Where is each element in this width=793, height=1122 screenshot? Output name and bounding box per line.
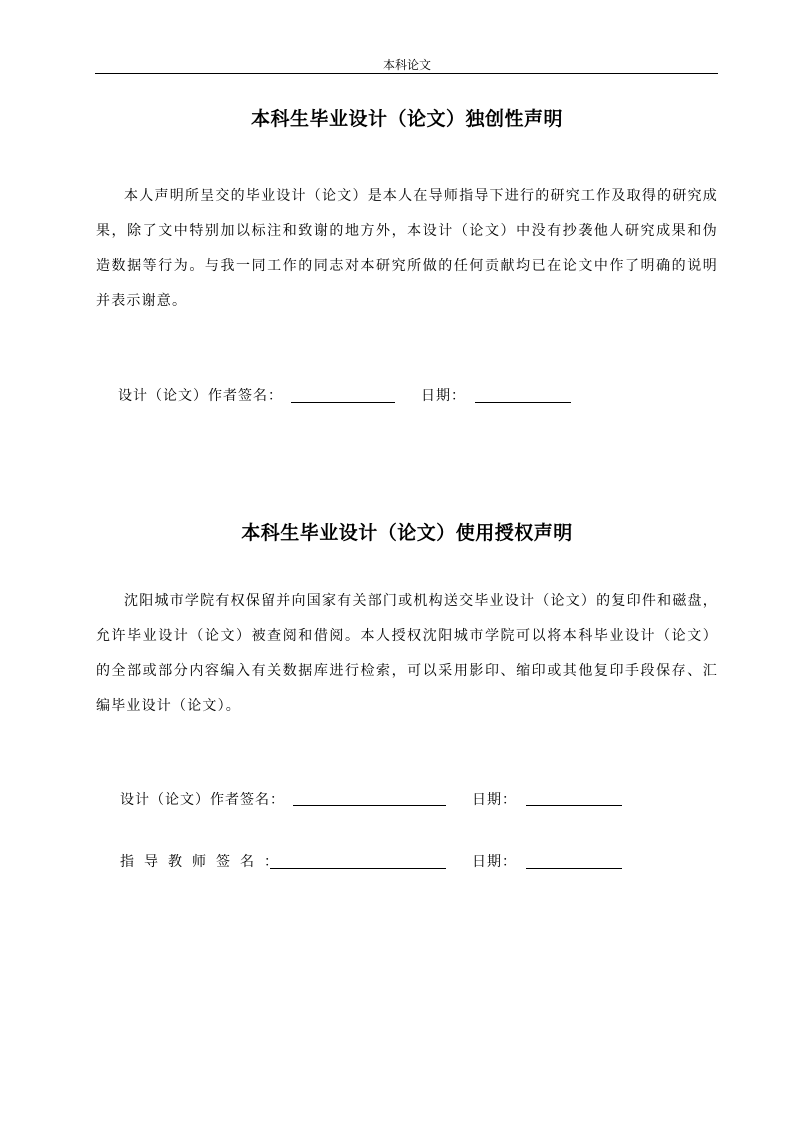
originality-statement-title: 本科生毕业设计（论文）独创性声明 (250, 108, 563, 130)
advisor-signature-field[interactable] (270, 868, 446, 869)
advisor-date-label: 日期： (472, 854, 517, 870)
date-field[interactable] (475, 402, 571, 403)
authorization-statement-body: 沈阳城市学院有权保留并向国家有关部门或机构送交毕业设计（论文）的复印件和磁盘，允许毕业设计（论文）被查阅和借阅。本人授权沈阳城市学院可以将本科毕业设计（论文）的全部或部分内容编入有关数据库进行检索，可以采用影印、缩印或其他复印手段保存、汇编毕业设计（论文）。 (96, 593, 718, 714)
author-date-label: 日期： (472, 792, 517, 808)
date-label: 日期： (421, 388, 466, 404)
author-signature-field[interactable] (293, 805, 446, 806)
author-date-field[interactable] (526, 805, 622, 806)
author-signature-field[interactable] (291, 402, 395, 403)
advisor-signature-label: 指导教师签名： (120, 854, 288, 870)
author-signature-label: 设计（论文）作者签名： (118, 388, 283, 404)
originality-statement-body: 本人声明所呈交的毕业设计（论文）是本人在导师指导下进行的研究工作及取得的研究成果，除了文中特别加以标注和致谢的地方外，本设计（论文）中没有抄袭他人研究成果和伪造数据等行为。与我一同工作的同志对本研究所做的任何贡献均已在论文中作了明确的说明并表示谢意。 (96, 188, 718, 309)
header-divider (95, 73, 718, 74)
author-signature-label: 设计（论文）作者签名： (120, 792, 285, 808)
advisor-date-field[interactable] (526, 868, 622, 869)
running-header: 本科论文 (382, 58, 431, 72)
authorization-statement-title: 本科生毕业设计（论文）使用授权声明 (241, 522, 573, 544)
